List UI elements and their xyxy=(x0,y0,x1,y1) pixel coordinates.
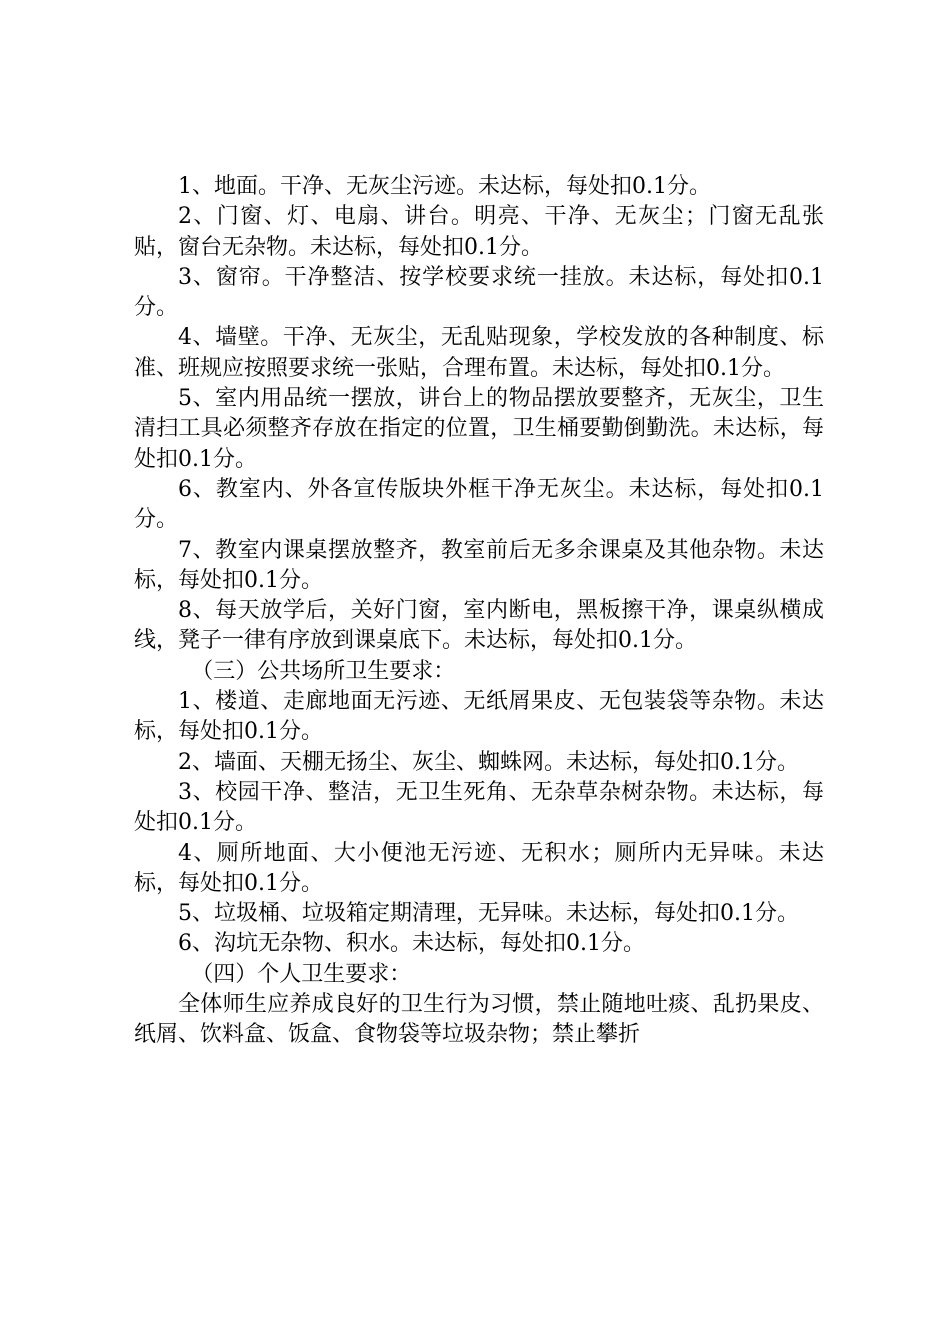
section-heading-personal-hygiene: （四）个人卫生要求： xyxy=(191,961,412,987)
paragraph-toilets: 4、厕所地面、大小便池无污迹、无积水；厕所内无异味。未达标，每处扣0.1分。 xyxy=(134,840,824,896)
paragraph-doors-windows: 2、门窗、灯、电扇、讲台。明亮、干净、无灰尘；门窗无乱张贴，窗台无杂物。未达标，每处扣0.1分。 xyxy=(134,204,824,260)
paragraph-campus: 3、校园干净、整洁，无卫生死角、无杂草杂树杂物。未达标，每处扣0.1分。 xyxy=(134,779,824,836)
paragraph-indoor-items: 5、室内用品统一摆放，讲台上的物品摆放要整齐，无灰尘，卫生清扫工具必须整齐存放在指定的位置，卫生桶要勤倒勤洗。未达标，每处扣0.1分。 xyxy=(134,386,824,472)
paragraph-bulletin-boards: 6、教室内、外各宣传版块外框干净无灰尘。未达标，每处扣0.1分。 xyxy=(134,476,824,533)
paragraph-corridors: 1、楼道、走廊地面无污迹、无纸屑果皮、无包装袋等杂物。未达标，每处扣0.1分。 xyxy=(134,689,824,745)
paragraph-ditches: 6、沟坑无杂物、积水。未达标，每处扣0.1分。 xyxy=(178,931,645,957)
paragraph-desks: 7、教室内课桌摆放整齐，教室前后无多余课桌及其他杂物。未达标，每处扣0.1分。 xyxy=(134,537,824,593)
paragraph-after-school: 8、每天放学后，关好门窗，室内断电，黑板擦干净，课桌纵横成线，凳子一律有序放到课桌底下。未达标，每处扣0.1分。 xyxy=(134,598,824,654)
paragraph-floor: 1、地面。干净、无灰尘污迹。未达标，每处扣0.1分。 xyxy=(178,174,711,199)
document-body xyxy=(134,172,824,1051)
section-heading-public-areas: （三）公共场所卫生要求： xyxy=(191,658,456,684)
paragraph-ceilings: 2、墙面、天棚无扬尘、灰尘、蜘蛛网。未达标，每处扣0.1分。 xyxy=(178,749,799,775)
paragraph-walls: 4、墙壁。干净、无灰尘，无乱贴现象，学校发放的各种制度、标准、班规应按照要求统一张贴，合理布置。未达标，每处扣0.1分。 xyxy=(134,325,824,381)
paragraph-curtains: 3、窗帘。干净整洁、按学校要求统一挂放。未达标，每处扣0.1分。 xyxy=(134,264,824,321)
paragraph-trash-bins: 5、垃圾桶、垃圾箱定期清理，无异味。未达标，每处扣0.1分。 xyxy=(178,901,799,927)
paragraph-personal-habits: 全体师生应养成良好的卫生行为习惯，禁止随地吐痰、乱扔果皮、纸屑、饮料盒、饭盒、食物袋等垃圾杂物；禁止攀折 xyxy=(134,992,824,1048)
